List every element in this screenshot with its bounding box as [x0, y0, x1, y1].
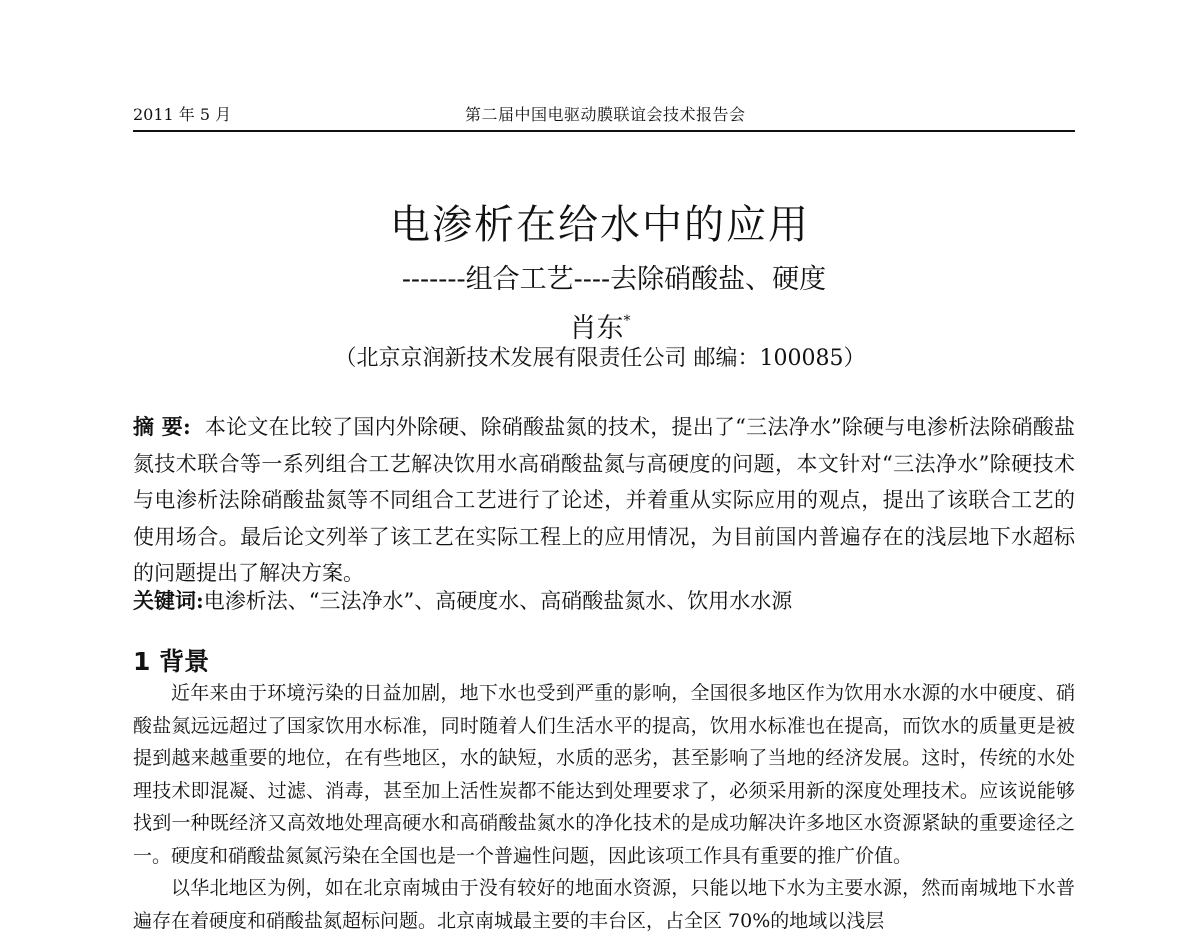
paper-title: 电渗析在给水中的应用 — [390, 202, 810, 248]
abstract-label: 摘 要: — [133, 414, 191, 439]
author-affiliation: （北京京润新技术发展有限责任公司 邮编：100085） — [334, 346, 866, 371]
author-name: 肖东 — [569, 313, 624, 344]
body-paragraph: 近年来由于环境污染的日益加剧，地下水也受到严重的影响，全国很多地区作为饮用水水源的水中硬度、硝酸盐氮远远超过了国家饮用水标准，同时随着人们生活水平的提高，饮用水标准也在提高，而饮水的质量更是被提到越来越重要的地位，在有些地区，水的缺短，水质的恶劣，甚至影响了当地的经济发展。这时，传统的水处理技术即混凝、过滤、消毒，甚至加上活性炭都不能达到处理要求了，必须采用新的深度处理技术。应该说能够找到一种既经济又高效地处理高硬水和高硝酸盐氮水的净化技术的是成功解决许多地区水资源紧缺的重要途径之一。硬度和硝酸盐氮氮污染在全国也是一个普遍性问题，因此该项工作具有重要的推广价值。 — [133, 682, 1075, 867]
running-header — [133, 100, 1075, 132]
section-heading-background: 1 背景 — [133, 647, 210, 676]
section-body — [133, 677, 1075, 937]
keywords-label: 关键词: — [133, 588, 204, 613]
abstract — [133, 409, 1075, 592]
author-footnote-mark: * — [623, 313, 631, 329]
header-date: 2011 年 5 月 — [133, 105, 232, 124]
keywords — [133, 583, 1075, 619]
paper-subtitle: -------组合工艺----去除硝酸盐、硬度 — [401, 264, 827, 295]
header-conference: 第二届中国电驱动膜联谊会技术报告会 — [465, 105, 746, 124]
keywords-text: 电渗析法、“三法净水”、高硬度水、高硝酸盐氮水、饮用水水源 — [203, 589, 793, 613]
body-paragraph: 以华北地区为例，如在北京南城由于没有较好的地面水资源，只能以地下水为主要水源，然而南城地下水普遍存在着硬度和硝酸盐氮超标问题。北京南城最主要的丰台区，占全区 70%的地域以浅层 — [133, 877, 1075, 932]
abstract-text: 本论文在比较了国内外除硬、除硝酸盐氮的技术，提出了“三法净水”除硬与电渗析法除硝酸盐氮技术联合等一系列组合工艺解决饮用水高硝酸盐氮与高硬度的问题，本文针对“三法净水”除硬技术与电渗析法除硝酸盐氮等不同组合工艺进行了论述，并着重从实际应用的观点，提出了该联合工艺的使用场合。最后论文列举了该工艺在实际工程上的应用情况，为目前国内普遍存在的浅层地下水超标的问题提出了解决方案。 — [133, 415, 1075, 585]
